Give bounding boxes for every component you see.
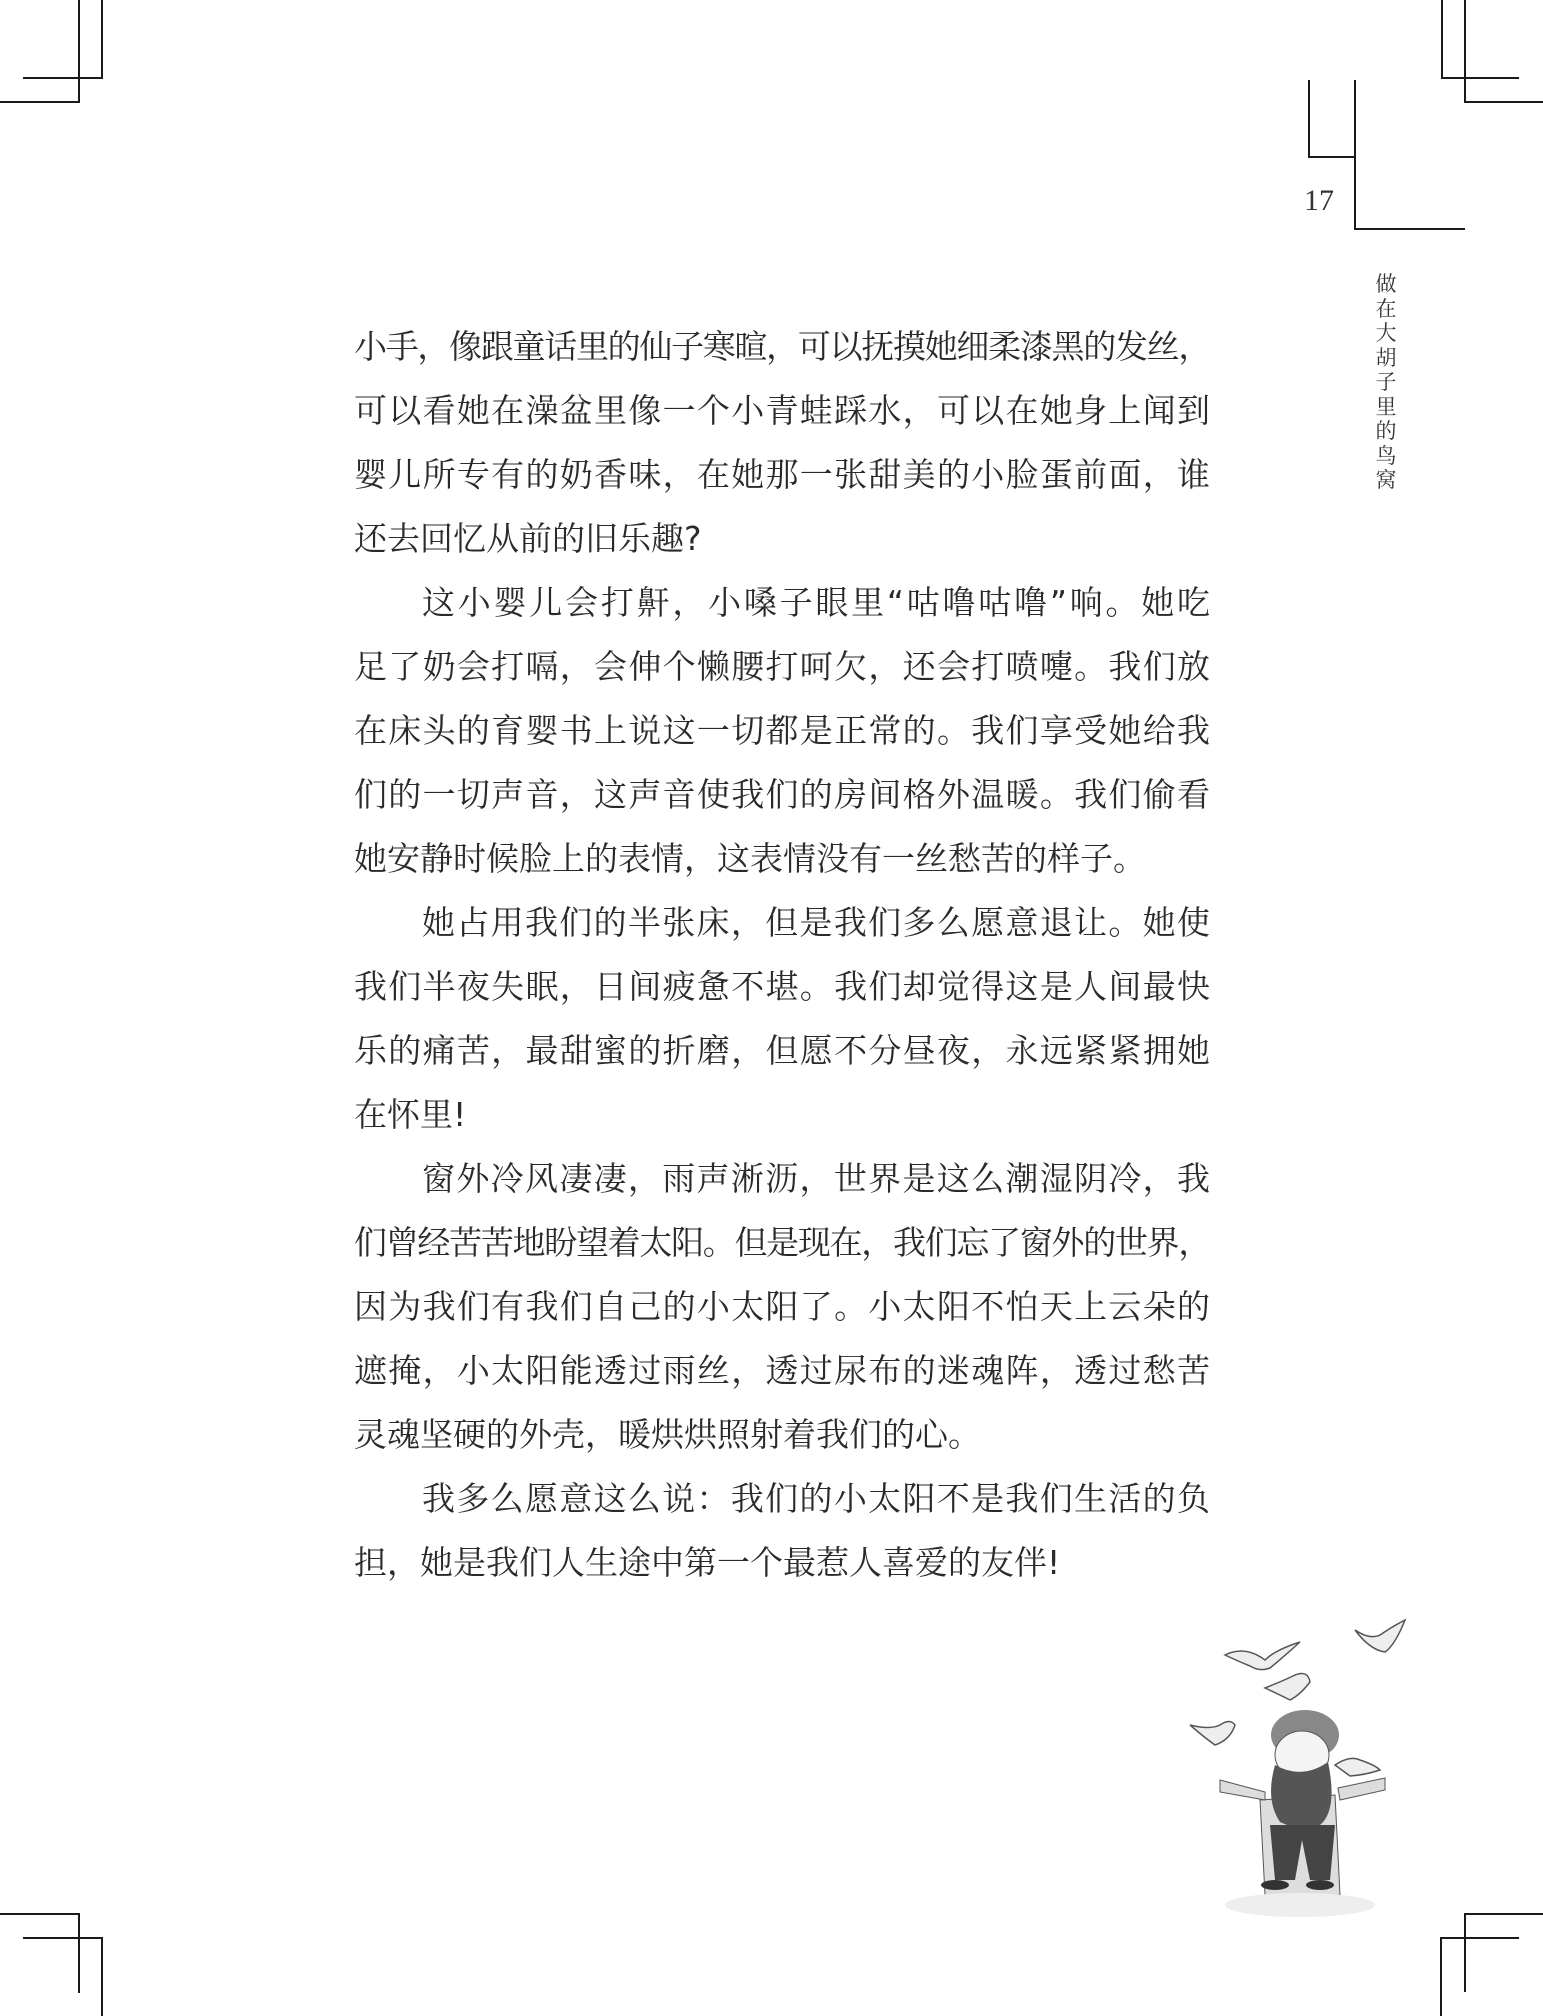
text-line: 担，她是我们人生途中第一个最惹人喜爱的友伴! bbox=[354, 1543, 1061, 1582]
paragraph bbox=[354, 1147, 1210, 1467]
text-line: 可以看她在澡盆里像一个小青蛙踩水，可以在她身上闻到 bbox=[354, 391, 1210, 430]
text-line: 足了奶会打嗝，会伸个懒腰打呵欠，还会打喷嚏。我们放 bbox=[354, 647, 1210, 686]
running-title-char: 里 bbox=[1375, 394, 1397, 419]
body-text bbox=[354, 315, 1210, 1595]
text-line: 乐的痛苦，最甜蜜的折磨，但愿不分昼夜，永远紧紧拥她 bbox=[354, 1031, 1210, 1070]
bird-icon bbox=[1225, 1642, 1300, 1670]
running-title-char: 子 bbox=[1375, 370, 1397, 394]
text-line: 小手，像跟童话里的仙子寒暄，可以抚摸她细柔漆黑的发丝， bbox=[354, 327, 1210, 366]
text-line: 因为我们有我们自己的小太阳了。小太阳不怕天上云朵的 bbox=[354, 1287, 1210, 1326]
bird-icon bbox=[1335, 1758, 1380, 1776]
paragraph bbox=[354, 571, 1210, 891]
text-line: 这小婴儿会打鼾，小嗓子眼里“咕噜咕噜”响。她吃 bbox=[422, 583, 1210, 622]
running-title-char: 窝 bbox=[1375, 468, 1397, 492]
text-line: 她安静时候脸上的表情，这表情没有一丝愁苦的样子。 bbox=[354, 839, 1146, 878]
man-figure bbox=[1220, 1710, 1385, 1917]
text-line: 在床头的育婴书上说这一切都是正常的。我们享受她给我 bbox=[354, 711, 1210, 750]
bird-icon bbox=[1265, 1674, 1310, 1700]
text-line: 我多么愿意这么说：我们的小太阳不是我们生活的负 bbox=[422, 1479, 1210, 1518]
running-title-char: 胡 bbox=[1375, 345, 1397, 370]
running-title-char: 鸟 bbox=[1375, 443, 1397, 468]
text-line: 们的一切声音，这声音使我们的房间格外温暖。我们偷看 bbox=[354, 775, 1210, 814]
running-title-char: 做 bbox=[1375, 272, 1397, 296]
paragraph bbox=[354, 891, 1210, 1147]
text-line: 我们半夜失眠，日间疲惫不堪。我们却觉得这是人间最快 bbox=[354, 967, 1210, 1006]
running-title-char: 大 bbox=[1375, 321, 1397, 345]
text-line: 她占用我们的半张床，但是我们多么愿意退让。她使 bbox=[422, 903, 1210, 942]
bird-icon bbox=[1355, 1620, 1405, 1652]
text-line: 窗外冷风凄凄，雨声淅沥，世界是这么潮湿阴冷，我 bbox=[422, 1159, 1210, 1198]
text-line: 在怀里! bbox=[354, 1095, 467, 1134]
bearded-man-with-birds-illustration bbox=[1170, 1600, 1470, 1930]
running-title-char: 在 bbox=[1375, 296, 1397, 321]
text-line: 们曾经苦苦地盼望着太阳。但是现在，我们忘了窗外的世界， bbox=[354, 1223, 1210, 1262]
paragraph bbox=[354, 315, 1210, 571]
text-line: 婴儿所专有的奶香味，在她那一张甜美的小脸蛋前面，谁 bbox=[354, 455, 1210, 494]
bird-icon bbox=[1190, 1722, 1235, 1746]
running-title bbox=[1374, 272, 1398, 493]
text-line: 还去回忆从前的旧乐趣? bbox=[354, 519, 702, 558]
running-title-char: 的 bbox=[1375, 419, 1397, 443]
text-line: 遮掩，小太阳能透过雨丝，透过尿布的迷魂阵，透过愁苦 bbox=[354, 1351, 1210, 1390]
text-line: 灵魂坚硬的外壳，暖烘烘照射着我们的心。 bbox=[354, 1415, 981, 1454]
page-number: 17 bbox=[1304, 184, 1334, 217]
paragraph bbox=[354, 1467, 1210, 1595]
